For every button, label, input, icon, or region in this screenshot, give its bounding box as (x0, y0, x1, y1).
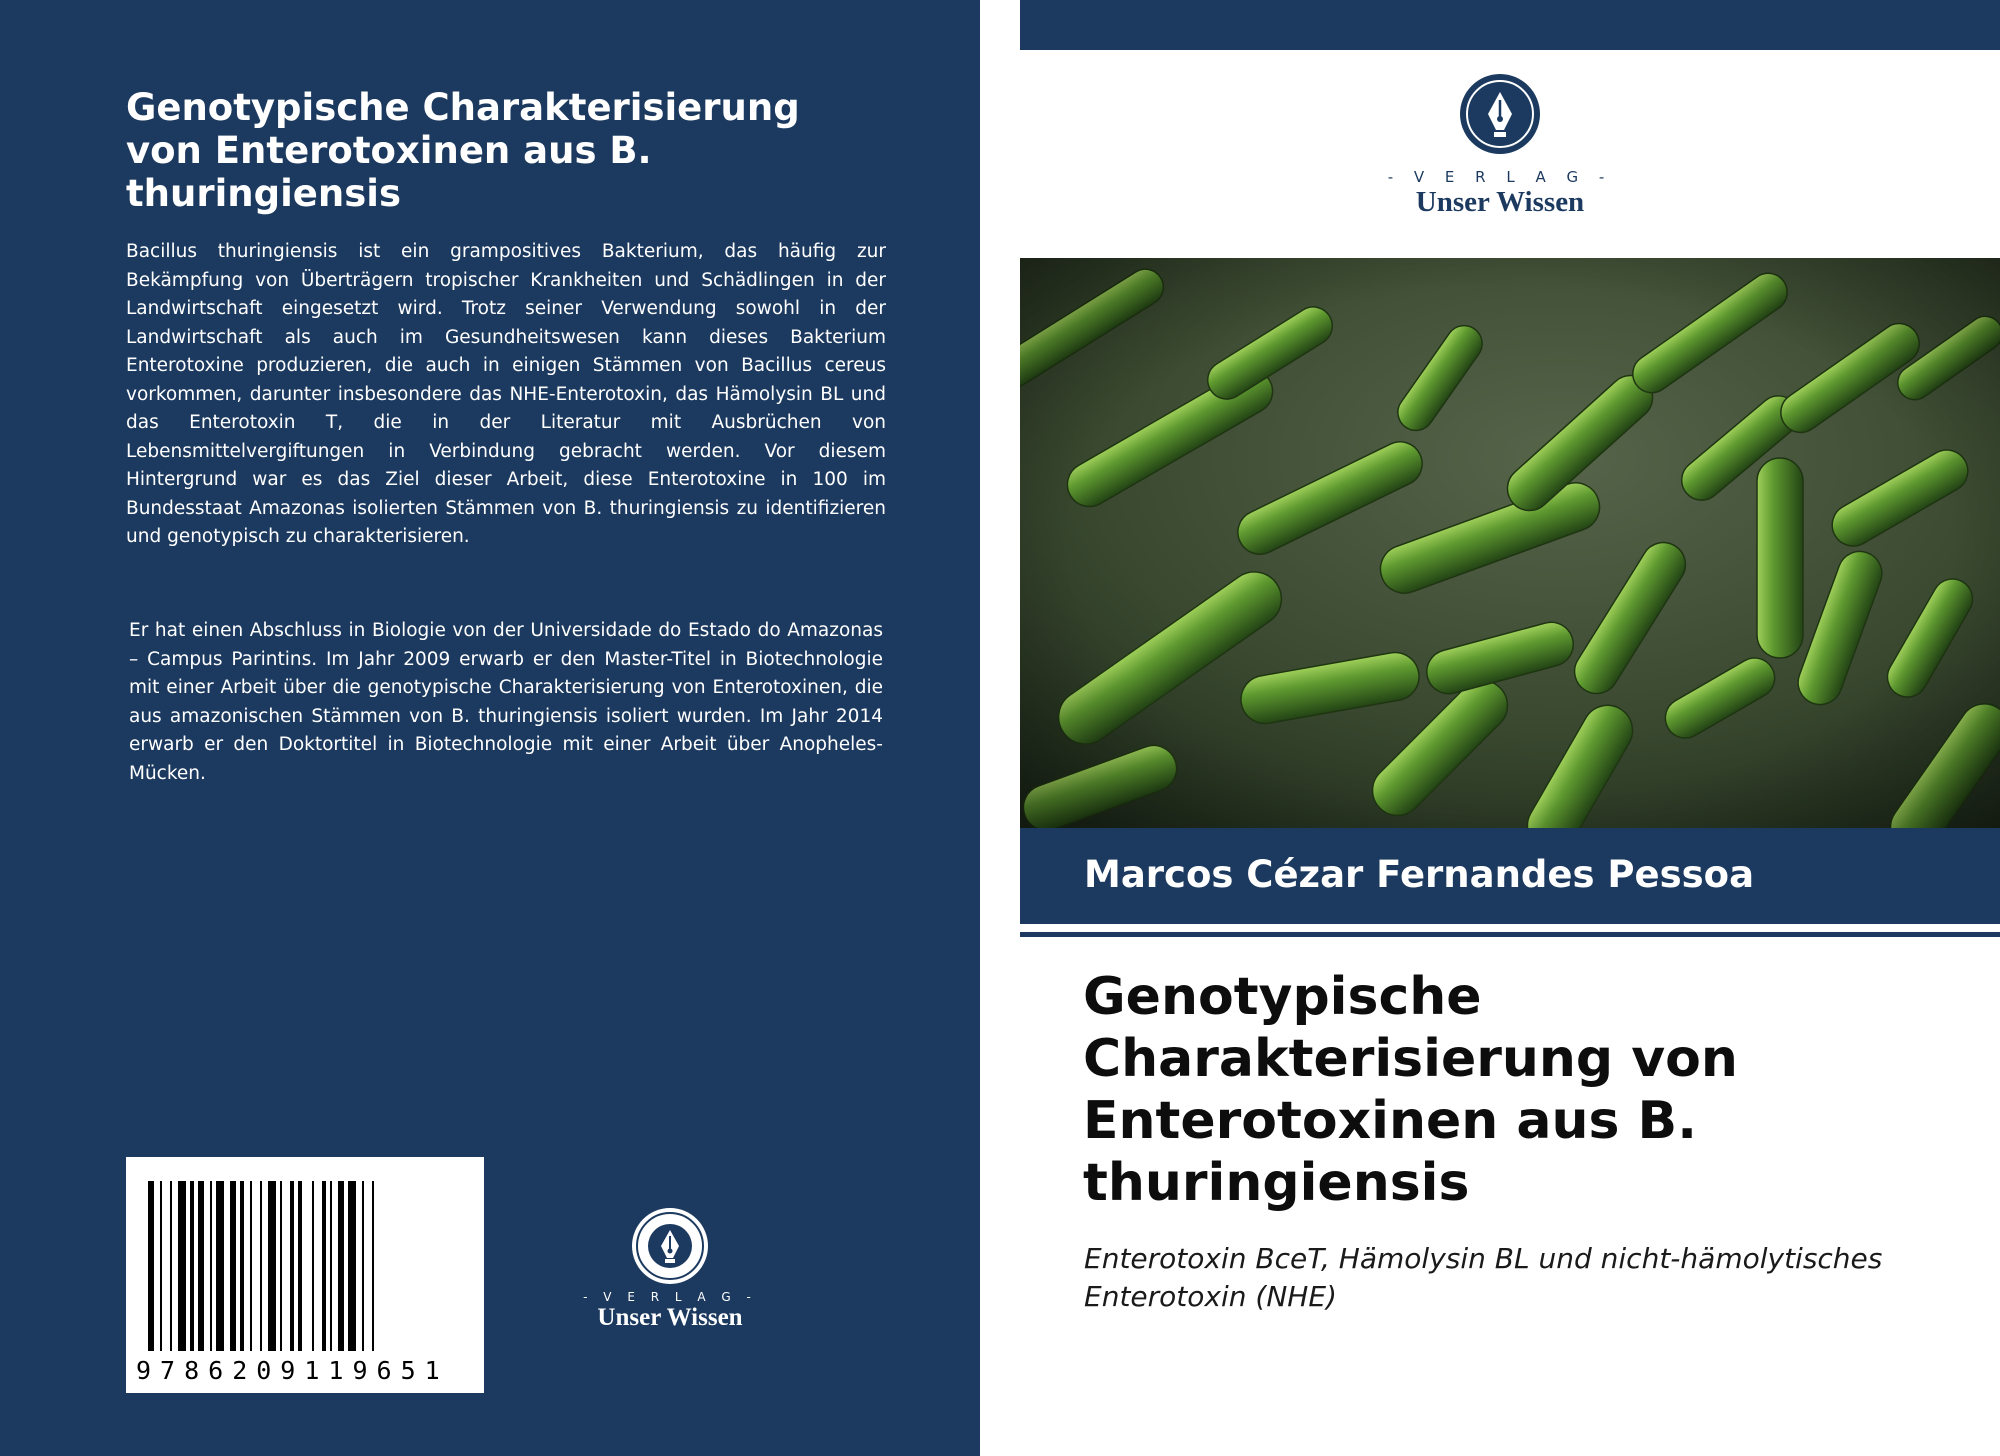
back-publisher-name: Unser Wissen (597, 1304, 743, 1331)
front-cover (1020, 0, 2000, 1456)
barcode-bars (148, 1181, 462, 1351)
barcode-bar (148, 1181, 154, 1351)
divider-line (1020, 932, 2000, 937)
back-publisher-logo (560, 1200, 780, 1340)
publisher-seal-icon (630, 1206, 710, 1286)
barcode-bar (372, 1181, 374, 1351)
back-cover-description: Bacillus thuringiensis ist ein grampositives Bakterium, das häufig zur Bekämpfung von Überträgern tropischer Krankheiten und Schädlingen in der Landwirtschaft eingesetzt wird. Trotz seiner Verwendung sowohl in der Landwirtschaft als auch im Gesundheitswesen kann dieses Bakterium Enterotoxine produzieren, die auch in einigen Stämmen von Bacillus cereus vorkommen, darunter insbesondere das NHE-Enterotoxin, das Hämolysin BL und das Enterotoxin T, die in der Literatur mit Ausbrüchen von Lebensmittelvergiftungen in Verbindung gebracht werden. Vor diesem Hintergrund war es das Ziel dieser Arbeit, diese Enterotoxine in 100 im Bundesstaat Amazonas isolierten Stämmen von B. thuringiensis zu identifizieren und genotypisch zu charakterisieren. (126, 241, 886, 547)
back-cover (0, 0, 980, 1456)
barcode-bar (216, 1181, 224, 1351)
barcode-bar (362, 1181, 364, 1351)
book-subtitle: Enterotoxin BceT, Hämolysin BL und nicht-hämolytisches Enterotoxin (NHE) (1084, 1242, 1883, 1313)
author-name: Marcos Cézar Fernandes Pessoa (1084, 853, 1755, 896)
back-cover-title: Genotypische Charakterisierung von Enterotoxinen aus B. thuringiensis (126, 86, 800, 215)
bacteria-cover-image (1020, 258, 2000, 828)
barcode-bar (198, 1181, 204, 1351)
bacteria-illustration (1020, 258, 2000, 828)
barcode-bar (338, 1181, 344, 1351)
front-publisher-name: Unser Wissen (1415, 186, 1585, 218)
barcode-bar (178, 1181, 186, 1351)
isbn-barcode (126, 1157, 484, 1393)
barcode-bar (312, 1181, 314, 1351)
top-color-band (1020, 0, 2000, 50)
front-publisher-logo (1380, 72, 1620, 222)
fountain-pen-nib-icon (1458, 72, 1542, 156)
author-band (1020, 828, 2000, 924)
barcode-bar (190, 1181, 194, 1351)
barcode-bar (260, 1181, 262, 1351)
spine (980, 0, 1020, 1456)
book-title: Genotypische Charakterisierung von Enterotoxinen aus B. thuringiensis (1083, 967, 1738, 1213)
back-verlag-label: - V E R L A G - (583, 1290, 757, 1304)
front-verlag-label: - V E R L A G - (1387, 168, 1613, 186)
barcode-bar (290, 1181, 294, 1351)
barcode-bar (348, 1181, 356, 1351)
barcode-bar (322, 1181, 326, 1351)
barcode-bar (170, 1181, 172, 1351)
barcode-bar (298, 1181, 302, 1351)
barcode-bar (210, 1181, 212, 1351)
author-biography: Er hat einen Abschluss in Biologie von der Universidade do Estado do Amazonas – Campus Parintins. Im Jahr 2009 erwarb er den Master-Titel in Biotechnologie mit einer Arbeit über die genotypische Charakterisierung von Enterotoxinen, die aus amazonischen Stämmen von B. thuringiensis isoliert wurden. Im Jahr 2014 erwarb er den Doktortitel in Biotechnologie mit einer Arbeit über Anopheles-Mücken. (129, 620, 883, 784)
isbn-digits: 9786209119651 (136, 1356, 449, 1385)
barcode-bar (240, 1181, 244, 1351)
barcode-bar (230, 1181, 236, 1351)
barcode-bar (268, 1181, 276, 1351)
barcode-bar (160, 1181, 162, 1351)
barcode-bar (330, 1181, 332, 1351)
barcode-bar (280, 1181, 282, 1351)
barcode-bar (250, 1181, 252, 1351)
